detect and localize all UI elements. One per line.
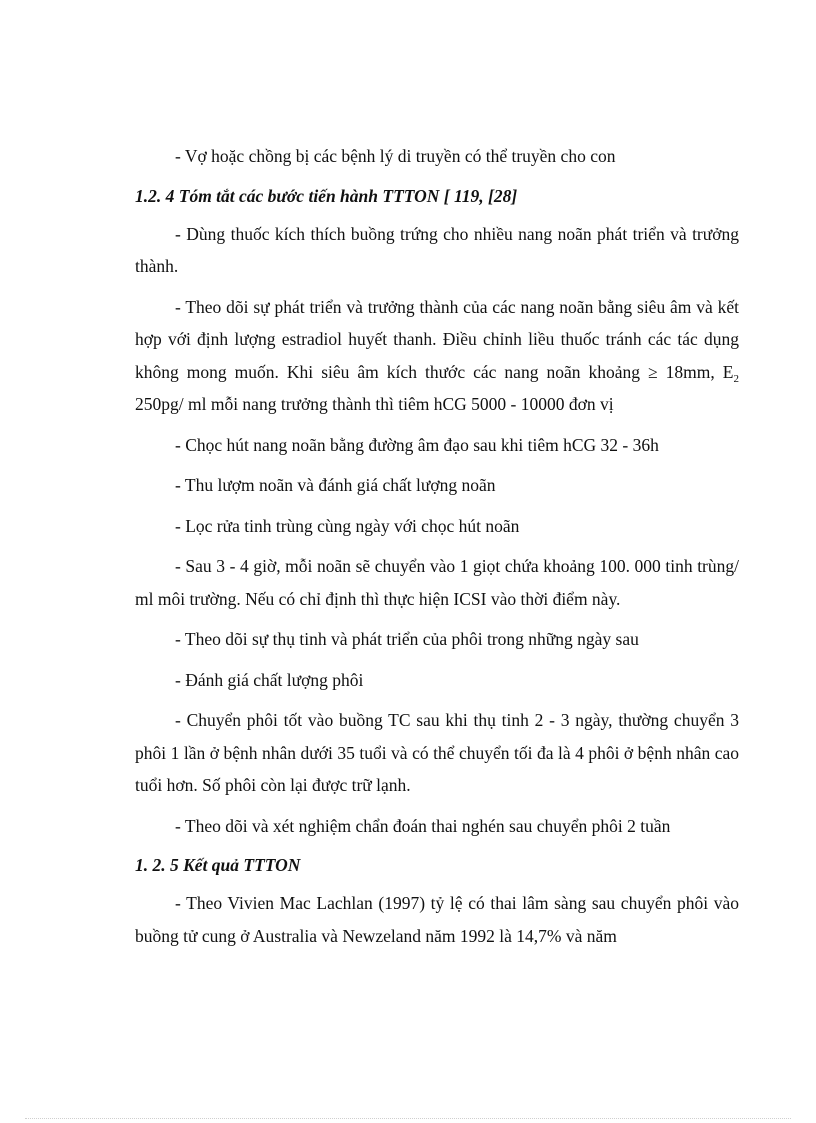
paragraph-embryo-transfer: - Chuyển phôi tốt vào buồng TC sau khi thụ tinh 2 - 3 ngày, thường chuyển 3 phôi 1 lần ở bệnh nhân dưới 35 tuổi và có thể chuyển tối đa là 4 phôi ở bệnh nhân cao tuổi hơn. Số phôi còn lại được trữ lạnh. <box>135 710 739 795</box>
paragraph-ovarian-stimulation: - Dùng thuốc kích thích buồng trứng cho nhiều nang noãn phát triển và trưởng thành. <box>135 223 739 276</box>
paragraph-sperm-washing: - Lọc rửa tinh trùng cùng ngày với chọc hút noãn <box>175 515 520 536</box>
paragraph-oocyte-retrieval: - Chọc hút nang noãn bằng đường âm đạo sau khi tiêm hCG 32 - 36h <box>175 434 659 455</box>
follicle-monitoring-text-b: 250pg/ ml mỗi nang trưởng thành thì tiêm hCG 5000 - 10000 đơn vị <box>135 394 614 414</box>
section-heading-ivf-results: 1. 2. 5 Kết quả TTTON <box>135 855 301 875</box>
paragraph-genetic-disease: - Vợ hoặc chồng bị các bệnh lý di truyền có thể truyền cho con <box>175 146 616 166</box>
section-heading-ivf-steps: 1.2. 4 Tóm tắt các bước tiến hành TTTON [ 119, [28] <box>135 185 518 206</box>
paragraph-fertilization-monitoring: - Theo dõi sự thụ tinh và phát triển của phôi trong những ngày sau <box>175 629 639 649</box>
paragraph-insemination: - Sau 3 - 4 giờ, mỗi noãn sẽ chuyển vào 1 giọt chứa khoảng 100. 000 tinh trùng/ ml môi trường. Nếu có chỉ định thì thực hiện ICSI vào thời điểm này. <box>135 556 739 609</box>
follicle-monitoring-text-a: - Theo dõi sự phát triển và trưởng thành của các nang noãn bằng siêu âm và kết hợp với định lượng estradiol huyết thanh. Điều chỉnh liều thuốc tránh các tác dụng không mong muốn. Khi siêu âm kích thước các nang noãn khoảng ≥ 18mm, E <box>135 296 739 382</box>
paragraph-embryo-assessment: - Đánh giá chất lượng phôi <box>175 669 364 690</box>
estradiol-subscript: 2 <box>733 372 739 385</box>
paragraph-follicle-monitoring <box>135 291 739 421</box>
paragraph-oocyte-collection: - Thu lượm noãn và đánh giá chất lượng noãn <box>175 475 496 495</box>
page-footer-divider <box>25 1118 791 1119</box>
paragraph-pregnancy-test: - Theo dõi và xét nghiệm chẩn đoán thai nghén sau chuyển phôi 2 tuần <box>175 815 671 836</box>
paragraph-results-australia: - Theo Vivien Mac Lachlan (1997) tỷ lệ có thai lâm sàng sau chuyển phôi vào buồng tử cung ở Australia và Newzeland năm 1992 là 14,7% và năm <box>135 893 739 946</box>
page-content <box>135 140 739 960</box>
